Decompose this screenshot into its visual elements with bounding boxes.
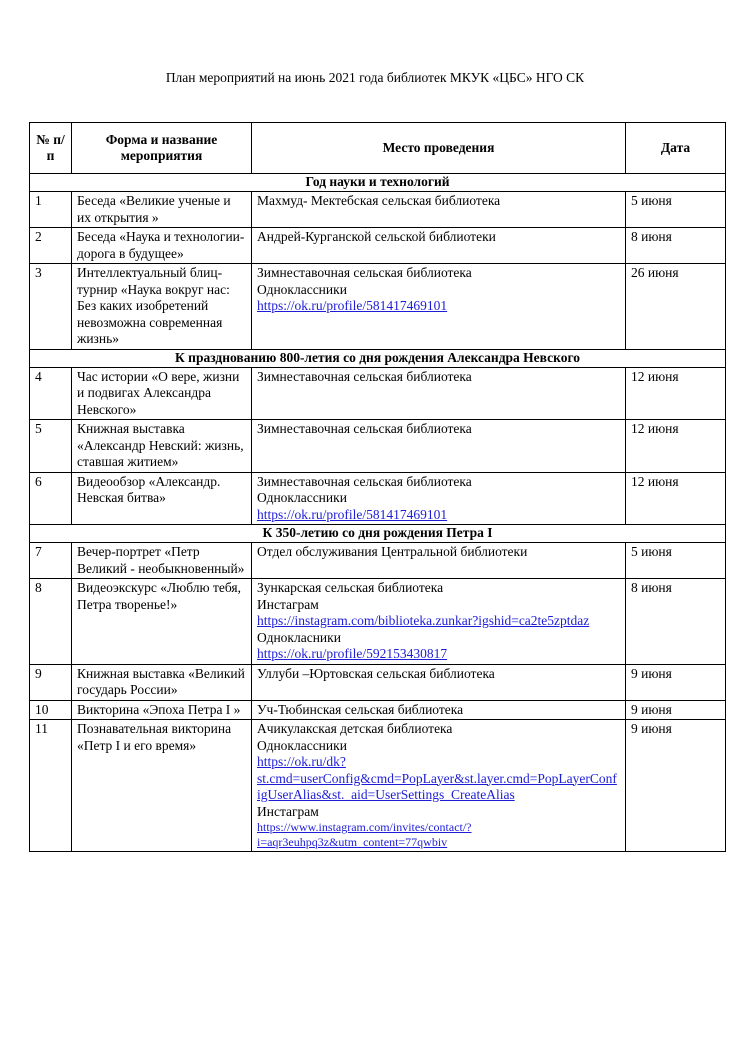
row-num: 8 [30,579,72,665]
row-place: Зимнеставочная сельская библиотека [252,420,626,473]
row-place: Уч-Тюбинская сельская библиотека [252,700,626,720]
row-date: 8 июня [626,579,726,665]
page-title: План мероприятий на июнь 2021 года библиотек МКУК «ЦБС» НГО СК [165,70,585,85]
row-num: 2 [30,228,72,264]
table-row [30,264,726,350]
row-place-cell [252,264,626,350]
row-num: 7 [30,543,72,579]
row-date: 9 июня [626,700,726,720]
table-row [30,579,726,665]
row-form: Интеллектуальный блиц-турнир «Наука вокруг нас: Без каких изобретений невозможна современная жизнь» [72,264,252,350]
row-num: 10 [30,700,72,720]
table-header-row [30,123,726,174]
header-place: Место проведения [252,123,626,174]
row-date: 12 июня [626,472,726,525]
row-platform: Инстаграм [257,596,319,612]
events-table [29,122,726,852]
row-form: Книжная выставка «Великий государь России» [72,664,252,700]
row-place: Зункарская сельская библиотека [257,580,444,595]
row-form: Видеоэкскурс «Люблю тебя, Петра творенье!» [72,579,252,665]
row-date: 9 июня [626,664,726,700]
row-date: 8 июня [626,228,726,264]
table-row [30,543,726,579]
instagram-link[interactable]: https://www.instagram.com/invites/contact/?i=aqr3euhpq3z&utm_content=77qwbiv [257,820,472,849]
table-row [30,192,726,228]
row-place-cell [252,720,626,852]
row-place-cell [252,579,626,665]
row-place: Ачикулакская детская библиотека [257,721,453,736]
row-num: 4 [30,367,72,420]
row-form: Познавательная викторина «Петр I и его время» [72,720,252,852]
section-title: Год науки и технологий [30,174,726,192]
row-place: Зимнеставочная сельская библиотека [257,473,472,489]
section-row [30,349,726,367]
table-row [30,664,726,700]
row-num: 1 [30,192,72,228]
header-date: Дата [626,123,726,174]
section-row [30,174,726,192]
instagram-link[interactable]: https://instagram.com/biblioteka.zunkar?igshid=ca2te5zptdaz [257,613,590,628]
row-num: 11 [30,720,72,852]
row-place: Андрей-Курганской сельской библиотеки [252,228,626,264]
section-title: К 350-летию со дня рождения Петра I [30,525,726,543]
row-place-cell [252,472,626,525]
table-row [30,700,726,720]
row-platform: Одноклассники [257,490,347,505]
row-form: Беседа «Наука и технологии- дорога в будущее» [72,228,252,264]
row-date: 5 июня [626,192,726,228]
row-place: Уллуби –Юртовская сельская библиотека [252,664,626,700]
header-num: № п/п [30,123,72,174]
row-form: Книжная выставка «Александр Невский: жизнь, ставшая житием» [72,420,252,473]
profile-link[interactable]: https://ok.ru/profile/581417469101 [257,298,448,313]
row-form: Вечер-портрет «Петр Великий - необыкновенный» [72,543,252,579]
row-num: 6 [30,472,72,525]
row-place: Махмуд- Мектебская сельская библиотека [252,192,626,228]
row-date: 12 июня [626,420,726,473]
row-place: Отдел обслуживания Центральной библиотеки [252,543,626,579]
row-date: 9 июня [626,720,726,852]
row-platform: Одноклассники [257,737,347,753]
row-form: Час истории «О вере, жизни и подвигах Александра Невского» [72,367,252,420]
row-place: Зимнеставочная сельская библиотека [257,265,472,280]
row-platform-2: Инстаграм [257,803,319,819]
header-form: Форма и название мероприятия [72,123,252,174]
row-date: 5 июня [626,543,726,579]
table-row [30,472,726,525]
row-date: 12 июня [626,367,726,420]
row-platform: Одноклассники [257,281,347,297]
table-row [30,420,726,473]
row-form: Беседа «Великие ученые и их открытия » [72,192,252,228]
profile-link[interactable]: https://ok.ru/dk?st.cmd=userConfig&cmd=PopLayer&st.layer.cmd=PopLayerConfigUserAlias&st._aid=UserSettings_CreateAlias [257,754,617,802]
row-form: Викторина «Эпоха Петра I » [72,700,252,720]
section-title: К празднованию 800-летия со дня рождения Александра Невского [30,349,726,367]
table-row [30,720,726,852]
row-num: 3 [30,264,72,350]
row-num: 9 [30,664,72,700]
row-date: 26 июня [626,264,726,350]
section-row [30,525,726,543]
row-platform-2: Однокласники [257,629,341,645]
profile-link[interactable]: https://ok.ru/profile/581417469101 [257,506,448,522]
row-place: Зимнеставочная сельская библиотека [252,367,626,420]
table-row [30,367,726,420]
row-num: 5 [30,420,72,473]
table-row [30,228,726,264]
profile-link[interactable]: https://ok.ru/profile/592153430817 [257,646,448,661]
row-form: Видеообзор «Александр. Невская битва» [72,472,252,525]
